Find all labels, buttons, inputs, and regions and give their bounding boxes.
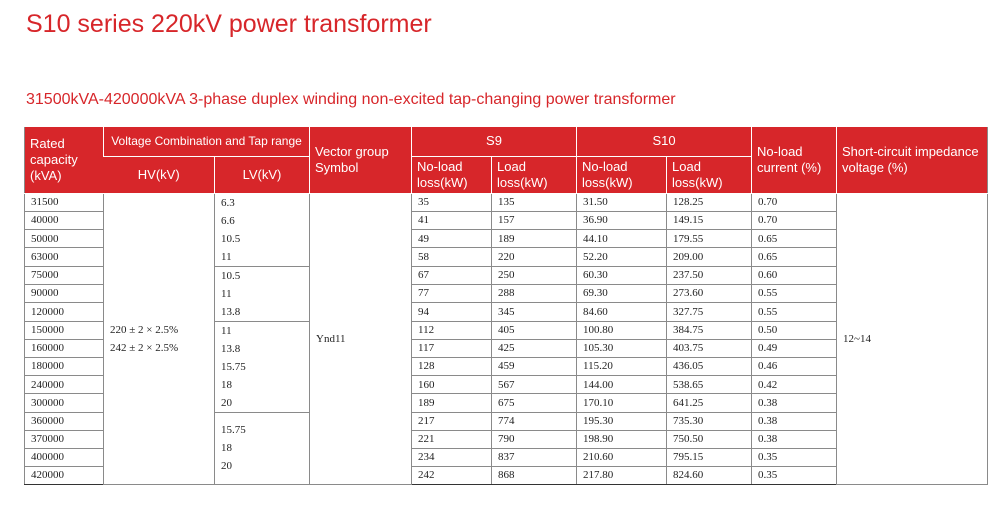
cell-s9-load-loss: 157 — [492, 211, 577, 229]
cell-s10-noload-loss: 84.60 — [577, 303, 667, 321]
cell-s10-noload-loss: 100.80 — [577, 321, 667, 339]
table-body — [25, 193, 988, 484]
cell-noload-current: 0.35 — [752, 448, 837, 466]
header-s10-load-loss: Load loss(kW) — [667, 156, 752, 193]
lv-value: 15.75 — [221, 424, 246, 436]
hv-value: 220 ± 2 × 2.5% — [110, 323, 179, 336]
lv-value: 20 — [221, 396, 232, 409]
cell-s9-load-loss: 189 — [492, 230, 577, 248]
cell-noload-current: 0.50 — [752, 321, 837, 339]
cell-noload-current: 0.46 — [752, 357, 837, 375]
header-s9-noload-loss: No-load loss(kW) — [412, 156, 492, 193]
cell-capacity: 75000 — [25, 266, 104, 284]
cell-s10-noload-loss: 115.20 — [577, 357, 667, 375]
lv-value: 18 — [221, 378, 232, 391]
cell-noload-current: 0.38 — [752, 412, 837, 430]
cell-s9-noload-loss: 41 — [412, 211, 492, 229]
cell-s10-noload-loss: 60.30 — [577, 266, 667, 284]
cell-s10-noload-loss: 144.00 — [577, 376, 667, 394]
cell-s9-load-loss: 837 — [492, 448, 577, 466]
cell-s10-load-loss: 327.75 — [667, 303, 752, 321]
cell-s9-load-loss: 425 — [492, 339, 577, 357]
cell-s9-load-loss: 790 — [492, 430, 577, 448]
cell-noload-current: 0.49 — [752, 339, 837, 357]
cell-s10-load-loss: 436.05 — [667, 357, 752, 375]
lv-value: 6.6 — [221, 214, 235, 227]
cell-capacity: 31500 — [25, 193, 104, 211]
cell-capacity: 180000 — [25, 357, 104, 375]
cell-noload-current: 0.65 — [752, 230, 837, 248]
cell-s9-noload-loss: 49 — [412, 230, 492, 248]
cell-noload-current: 0.60 — [752, 266, 837, 284]
cell-s10-load-loss: 641.25 — [667, 394, 752, 412]
lv-value: 10.5 — [221, 232, 241, 245]
header-lv: LV(kV) — [215, 156, 310, 193]
cell-capacity: 50000 — [25, 230, 104, 248]
cell-s9-load-loss: 288 — [492, 284, 577, 302]
lv-value: 13.8 — [221, 305, 241, 318]
header-s10: S10 — [577, 127, 752, 156]
cell-s10-load-loss: 735.30 — [667, 412, 752, 430]
cell-s9-noload-loss: 242 — [412, 466, 492, 484]
cell-s10-load-loss: 179.55 — [667, 230, 752, 248]
cell-s10-load-loss: 128.25 — [667, 193, 752, 211]
header-hv: HV(kV) — [104, 156, 215, 193]
cell-noload-current: 0.55 — [752, 303, 837, 321]
header-voltage-combination: Voltage Combination and Tap range — [104, 127, 310, 156]
transformer-spec-table — [24, 127, 988, 485]
lv-value: 15.75 — [221, 360, 246, 373]
header-short-circuit: Short-circuit impedance voltage (%) — [837, 127, 988, 193]
cell-s10-noload-loss: 195.30 — [577, 412, 667, 430]
cell-s10-load-loss: 149.15 — [667, 211, 752, 229]
cell-capacity: 63000 — [25, 248, 104, 266]
cell-noload-current: 0.70 — [752, 193, 837, 211]
cell-s9-noload-loss: 112 — [412, 321, 492, 339]
cell-s9-noload-loss: 160 — [412, 376, 492, 394]
cell-noload-current: 0.38 — [752, 394, 837, 412]
cell-capacity: 420000 — [25, 466, 104, 484]
cell-s10-noload-loss: 69.30 — [577, 284, 667, 302]
cell-s10-noload-loss: 198.90 — [577, 430, 667, 448]
cell-s9-load-loss: 135 — [492, 193, 577, 211]
cell-lv-voltage — [215, 266, 310, 321]
lv-value: 10.5 — [221, 269, 241, 282]
cell-s10-load-loss: 824.60 — [667, 466, 752, 484]
header-s9-load-loss: Load loss(kW) — [492, 156, 577, 193]
hv-value: 242 ± 2 × 2.5% — [110, 341, 179, 354]
cell-s9-noload-loss: 77 — [412, 284, 492, 302]
cell-s10-load-loss: 384.75 — [667, 321, 752, 339]
cell-s10-noload-loss: 44.10 — [577, 230, 667, 248]
cell-s9-load-loss: 675 — [492, 394, 577, 412]
cell-s9-noload-loss: 58 — [412, 248, 492, 266]
cell-s10-noload-loss: 210.60 — [577, 448, 667, 466]
cell-s10-load-loss: 538.65 — [667, 376, 752, 394]
cell-capacity: 160000 — [25, 339, 104, 357]
cell-s10-load-loss: 795.15 — [667, 448, 752, 466]
cell-capacity: 370000 — [25, 430, 104, 448]
cell-s10-noload-loss: 217.80 — [577, 466, 667, 484]
cell-s10-load-loss: 237.50 — [667, 266, 752, 284]
cell-s9-load-loss: 405 — [492, 321, 577, 339]
lv-value: 11 — [221, 287, 232, 300]
lv-value: 13.8 — [221, 342, 241, 355]
cell-s9-noload-loss: 234 — [412, 448, 492, 466]
cell-capacity: 240000 — [25, 376, 104, 394]
lv-value: 18 — [221, 442, 232, 454]
cell-hv-voltage — [104, 193, 215, 484]
cell-noload-current: 0.35 — [752, 466, 837, 484]
cell-capacity: 40000 — [25, 211, 104, 229]
cell-lv-voltage — [215, 412, 310, 484]
lv-value: 6.3 — [221, 196, 235, 209]
cell-noload-current: 0.55 — [752, 284, 837, 302]
cell-s10-noload-loss: 31.50 — [577, 193, 667, 211]
cell-capacity: 150000 — [25, 321, 104, 339]
cell-s9-load-loss: 250 — [492, 266, 577, 284]
cell-noload-current: 0.42 — [752, 376, 837, 394]
header-vector-group: Vector group Symbol — [310, 127, 412, 193]
cell-s10-load-loss: 273.60 — [667, 284, 752, 302]
cell-s9-noload-loss: 128 — [412, 357, 492, 375]
table-row — [25, 193, 988, 211]
cell-s9-noload-loss: 35 — [412, 193, 492, 211]
cell-s9-load-loss: 567 — [492, 376, 577, 394]
cell-capacity: 120000 — [25, 303, 104, 321]
lv-value: 11 — [221, 324, 232, 337]
cell-capacity: 400000 — [25, 448, 104, 466]
cell-s9-load-loss: 345 — [492, 303, 577, 321]
cell-s9-load-loss: 868 — [492, 466, 577, 484]
cell-s9-noload-loss: 94 — [412, 303, 492, 321]
cell-lv-voltage — [215, 321, 310, 412]
header-s9: S9 — [412, 127, 577, 156]
lv-value: 11 — [221, 250, 232, 263]
cell-s9-load-loss: 220 — [492, 248, 577, 266]
lv-value: 20 — [221, 460, 232, 472]
cell-capacity: 90000 — [25, 284, 104, 302]
cell-lv-voltage — [215, 193, 310, 266]
cell-s9-noload-loss: 67 — [412, 266, 492, 284]
cell-capacity: 300000 — [25, 394, 104, 412]
cell-noload-current: 0.70 — [752, 211, 837, 229]
cell-s10-load-loss: 209.00 — [667, 248, 752, 266]
cell-short-circuit: 12~14 — [837, 193, 988, 484]
page-subtitle: 31500kVA-420000kVA 3-phase duplex winding non-excited tap-changing power transformer — [26, 91, 676, 108]
cell-s9-noload-loss: 117 — [412, 339, 492, 357]
cell-s10-load-loss: 403.75 — [667, 339, 752, 357]
cell-s10-noload-loss: 36.90 — [577, 211, 667, 229]
cell-s9-noload-loss: 221 — [412, 430, 492, 448]
cell-s9-noload-loss: 189 — [412, 394, 492, 412]
cell-noload-current: 0.38 — [752, 430, 837, 448]
cell-s10-noload-loss: 105.30 — [577, 339, 667, 357]
cell-vector-group: Ynd11 — [310, 193, 412, 484]
cell-capacity: 360000 — [25, 412, 104, 430]
cell-s10-noload-loss: 170.10 — [577, 394, 667, 412]
header-noload-current: No-load current (%) — [752, 127, 837, 193]
cell-s10-noload-loss: 52.20 — [577, 248, 667, 266]
header-s10-noload-loss: No-load loss(kW) — [577, 156, 667, 193]
cell-s10-load-loss: 750.50 — [667, 430, 752, 448]
cell-s9-load-loss: 774 — [492, 412, 577, 430]
cell-s9-noload-loss: 217 — [412, 412, 492, 430]
cell-s9-load-loss: 459 — [492, 357, 577, 375]
page-title: S10 series 220kV power transformer — [26, 10, 432, 38]
cell-noload-current: 0.65 — [752, 248, 837, 266]
header-rated-capacity: Rated capacity (kVA) — [25, 127, 104, 193]
